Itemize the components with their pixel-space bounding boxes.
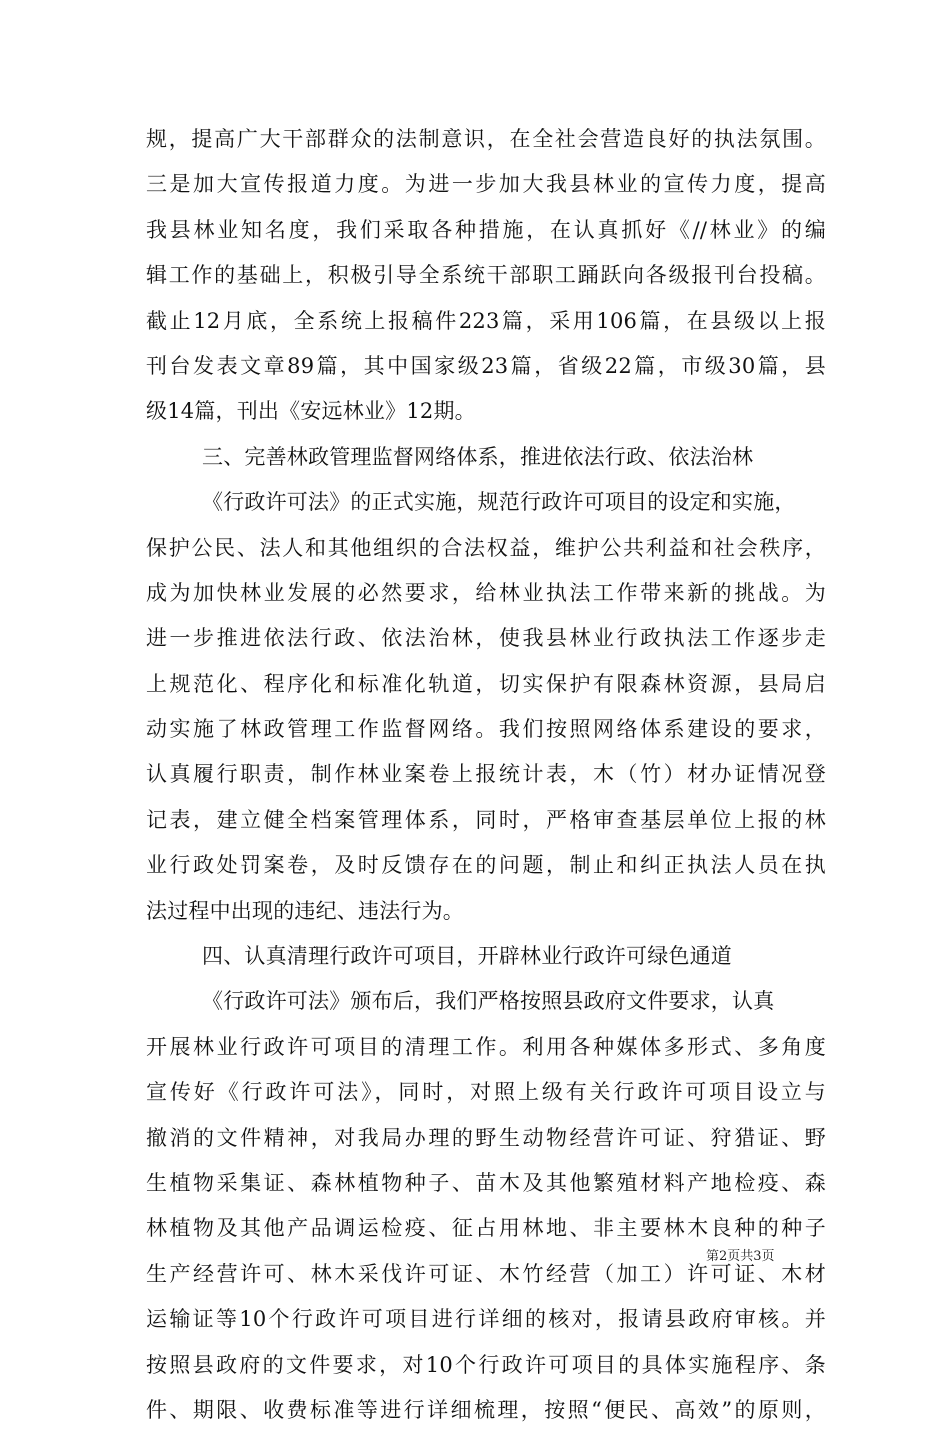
section-heading: 四、认真清理行政许可项目，开辟林业行政许可绿色通道 (202, 944, 732, 969)
text-line: 规，提高广大干部群众的法制意识，在全社会营造良好的执法氛围。 (146, 127, 826, 151)
text-line: 运输证等10个行政许可项目进行详细的核对，报请县政府审核。并 (146, 1307, 826, 1332)
text-line: 《行政许可法》的正式实施，规范行政许可项目的设定和实施， (202, 490, 796, 515)
text-line: 《行政许可法》颁布后，我们严格按照县政府文件要求，认真 (202, 989, 775, 1014)
text-line: 开展林业行政许可项目的清理工作。利用各种媒体多形式、多角度 (146, 1034, 826, 1059)
text-line: 级14篇，刊出《安远林业》12期。 (146, 399, 476, 424)
text-line: 生植物采集证、森林植物种子、苗木及其他繁殖材料产地检疫、森 (146, 1170, 826, 1195)
text-line: 记表，建立健全档案管理体系，同时，严格审查基层单位上报的林 (146, 807, 826, 832)
text-line: 截止12月底，全系统上报稿件223篇，采用106篇，在县级以上报 (146, 308, 826, 333)
text-line: 法过程中出现的违纪、违法行为。 (146, 898, 464, 923)
text-line: 保护公民、法人和其他组织的合法权益，维护公共利益和社会秩序， (146, 535, 826, 560)
text-line: 上规范化、程序化和标准化轨道，切实保护有限森林资源，县局启 (146, 671, 826, 696)
text-line: 件、期限、收费标准等进行详细梳理，按照“便民、高效”的原则， (146, 1397, 826, 1422)
text-line: 进一步推进依法行政、依法治林，使我县林业行政执法工作逐步走 (146, 626, 826, 651)
text-line: 宣传好《行政许可法》，同时，对照上级有关行政许可项目设立与 (146, 1080, 826, 1105)
text-line: 认真履行职责，制作林业案卷上报统计表，木（竹）材办证情况登 (146, 762, 826, 787)
text-line: 辑工作的基础上，积极引导全系统干部职工踊跃向各级报刊台投稿。 (146, 263, 826, 288)
page-number: 第2页共3页 (706, 1249, 775, 1264)
text-line: 生产经营许可、林木采伐许可证、木竹经营（加工）许可证、木材 (146, 1261, 826, 1286)
document-body (146, 117, 826, 1433)
text-line: 业行政处罚案卷，及时反馈存在的问题，制止和纠正执法人员在执 (146, 853, 826, 878)
text-line: 动实施了林政管理工作监督网络。我们按照网络体系建设的要求， (146, 717, 826, 742)
text-line: 撤消的文件精神，对我局办理的野生动物经营许可证、狩猎证、野 (146, 1125, 826, 1150)
text-line: 林植物及其他产品调运检疫、征占用林地、非主要林木良种的种子 (146, 1216, 826, 1241)
text-line: 三是加大宣传报道力度。为进一步加大我县林业的宣传力度，提高 (146, 172, 826, 197)
section-heading: 三、完善林政管理监督网络体系，推进依法行政、依法治林 (202, 444, 754, 469)
text-line: 按照县政府的文件要求，对10个行政许可项目的具体实施程序、条 (146, 1352, 826, 1377)
text-line: 成为加快林业发展的必然要求，给林业执法工作带来新的挑战。为 (146, 580, 826, 605)
text-line: 我县林业知名度，我们采取各种措施，在认真抓好《//林业》的编 (146, 217, 826, 242)
text-line: 刊台发表文章89篇，其中国家级23篇，省级22篇，市级30篇，县 (146, 353, 826, 378)
